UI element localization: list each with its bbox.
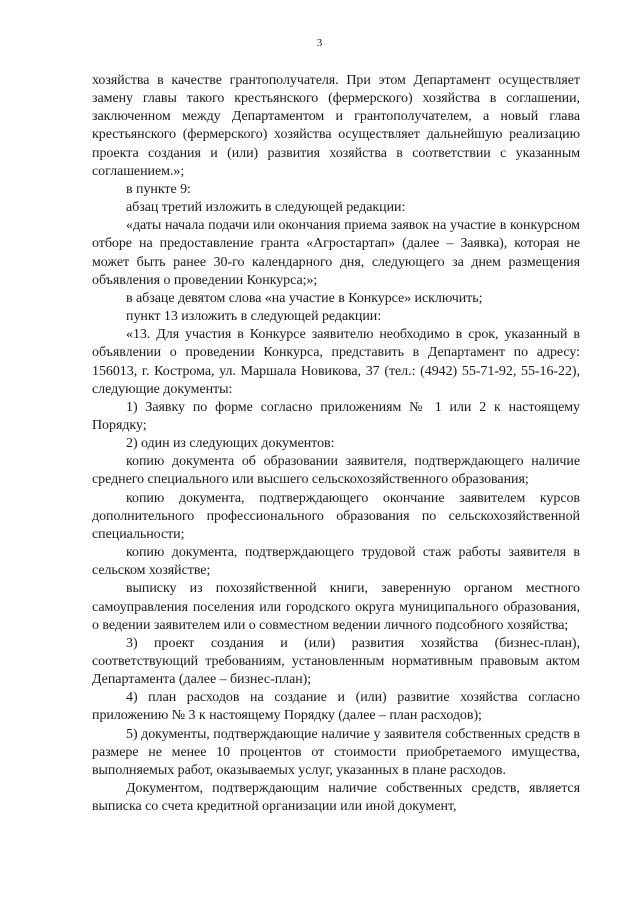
paragraph: абзац третий изложить в следующей редакции: <box>126 200 406 216</box>
paragraph: 2) один из следующих документов: <box>126 436 335 452</box>
paragraph: 3) проект создания и (или) развития хозяйства (бизнес-план), соответствующий требованиям, установленным нормативным правовым актом Департамента (далее – бизнес-план); <box>92 635 580 688</box>
paragraph: пункт 13 изложить в следующей редакции: <box>126 309 382 325</box>
paragraph: хозяйства в качестве грантополучателя. При этом Департамент осуществляет замену главы такого крестьянского (фермерского) хозяйства в соглашении, заключенном между Департаментом и грантополучателем, а новый глава крестьянского (фермерского) хозяйства осуществляет дальнейшую реализацию проекта создания и (или) развития хозяйства в соответствии с указанным соглашением.»; <box>92 73 580 179</box>
document-body <box>92 72 580 816</box>
paragraph: Документом, подтверждающим наличие собственных средств, является выписка со счета кредитной организации или иной документ, <box>92 781 580 815</box>
paragraph: выписку из похозяйственной книги, заверенную органом местного самоуправления поселения или городского округа муниципального образования, о ведении заявителем или о совместном ведении личного подсобного хозяйства; <box>92 581 580 633</box>
paragraph: «13. Для участия в Конкурсе заявителю необходимо в срок, указанный в объявлении о проведении Конкурса, представить в Департамент по адресу: 156013, г. Кострома, ул. Маршала Новикова, 37 (тел.: (4942) 55-71-92, 55-16-22), следующие документы: <box>92 327 580 397</box>
paragraph: «даты начала подачи или окончания приема заявок на участие в конкурсном отборе на предоставление гранта «Агростартап» (далее – Заявка), которая не может быть ранее 30-го календарного дня, следующего за днем размещения объявления о проведении Конкурса;»; <box>92 218 580 288</box>
paragraph: копию документа об образовании заявителя, подтверждающего наличие среднего специального или высшего сельскохозяйственного образования; <box>92 454 580 488</box>
paragraph: 4) план расходов на создание и (или) развитие хозяйства согласно приложению № 3 к настоящему Порядку (далее – план расходов); <box>92 690 580 724</box>
paragraph: в пункте 9: <box>126 181 191 197</box>
paragraph: копию документа, подтверждающего окончание заявителем курсов дополнительного профессионального образования по сельскохозяйственной специальности; <box>92 490 580 542</box>
paragraph: копию документа, подтверждающего трудовой стаж работы заявителя в сельском хозяйстве; <box>92 545 580 579</box>
paragraph: 5) документы, подтверждающие наличие у заявителя собственных средств в размере не менее 10 процентов от стоимости приобретаемого имущества, выполняемых работ, оказываемых услуг, указанных в плане расходов. <box>92 726 580 778</box>
paragraph: 1) Заявку по форме согласно приложениям № 1 или 2 к настоящему Порядку; <box>92 399 580 433</box>
paragraph: в абзаце девятом слова «на участие в Конкурсе» исключить; <box>126 290 483 306</box>
page-number: 3 <box>316 37 323 49</box>
